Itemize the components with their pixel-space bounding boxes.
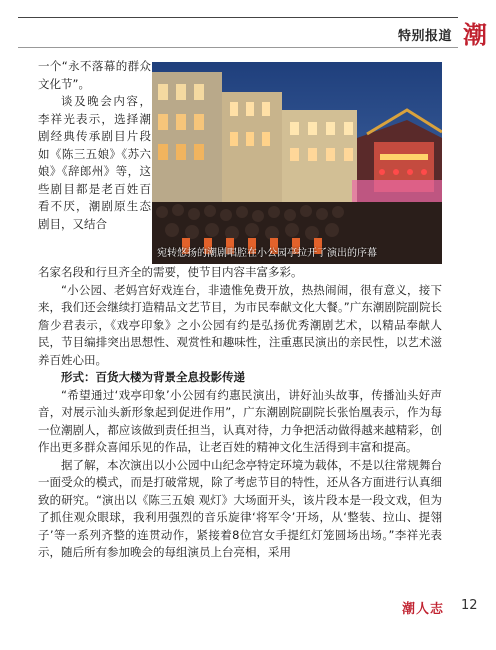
performance-photo — [152, 62, 442, 264]
article-subheading: 形式：百货大楼为背景全息投影传递 — [61, 370, 245, 384]
photo-caption: 宛转悠扬的潮剧唱腔在小公园亭拉开了演出的序幕 — [157, 248, 377, 259]
left-column-paragraph: 谈及晚会内容，李祥光表示，选择潮剧经典传承剧目片段如《陈三五娘》《苏六娘》《辞郎州》等，这些剧目都是老百姓百看不厌，潮剧原生态剧目，又结合 — [38, 94, 151, 231]
body-paragraph-3: 据了解，本次演出以小公园中山纪念亭特定环境为载体，不是以往常规舞台一面受众的模式，而是打破常规，除了考虑节目的特性，还从各方面进行认真细致的研究。“演出以《陈三五娘 观灯》大场面开头，该片段本是一段文戏，但为了抓住观众眼球，我利用强烈的音乐旋律‘将军令’开场，从‘整装、拉山、提翎子’等一系列齐整的连贯动作，紧接着8位宫女手提红灯笼圆场出场。”李祥光表示，随后所有参加晚会的每组演员上台亮相，采用 — [38, 457, 442, 559]
body-paragraph-2: “希望通过‘戏亭印象’小公园有约惠民演出，讲好汕头故事，传播汕头好声音，对展示汕头新形象起到促进作用”，广东潮剧院副院长张怡凰表示，作为每一位潮剧人，都应该做到责任担当，认真对待，力争把活动做得越来越精彩，创作出更多群众喜闻乐见的作品，让老百姓的精神文化生活得到丰富和提高。 — [38, 387, 442, 454]
article-body — [38, 264, 442, 562]
night-square-illustration — [152, 62, 442, 264]
left-column-line-1: 一个“永不落幕的群众文化节”。 — [38, 59, 151, 91]
left-column-text — [38, 58, 151, 233]
body-paragraph-1: “小公园、老妈宫好戏连台，非遗惟免费开放，热热闹闹，很有意义，接下来，我们还会继续打造精品文艺节目，为市民奉献文化大餐。”广东潮剧院副院长詹少君表示，《戏亭印象》之小公园有约是弘扬优秀潮剧艺术，以精品奉献人民，节目编排突出思想性、观赏性和趣味性，注重惠民演出的亲民性，以艺术滋养百姓心田。 — [38, 282, 442, 367]
magazine-mark: 潮 — [463, 20, 487, 49]
page-number: 12 — [461, 598, 478, 613]
body-continuation: 名家名段和行旦齐全的需要，使节目内容丰富多彩。 — [38, 265, 303, 279]
header-rule-top — [18, 17, 458, 18]
magazine-logo: 潮人志 — [402, 602, 445, 617]
section-title: 特别报道 — [397, 29, 452, 44]
header-rule-bottom — [18, 47, 458, 48]
